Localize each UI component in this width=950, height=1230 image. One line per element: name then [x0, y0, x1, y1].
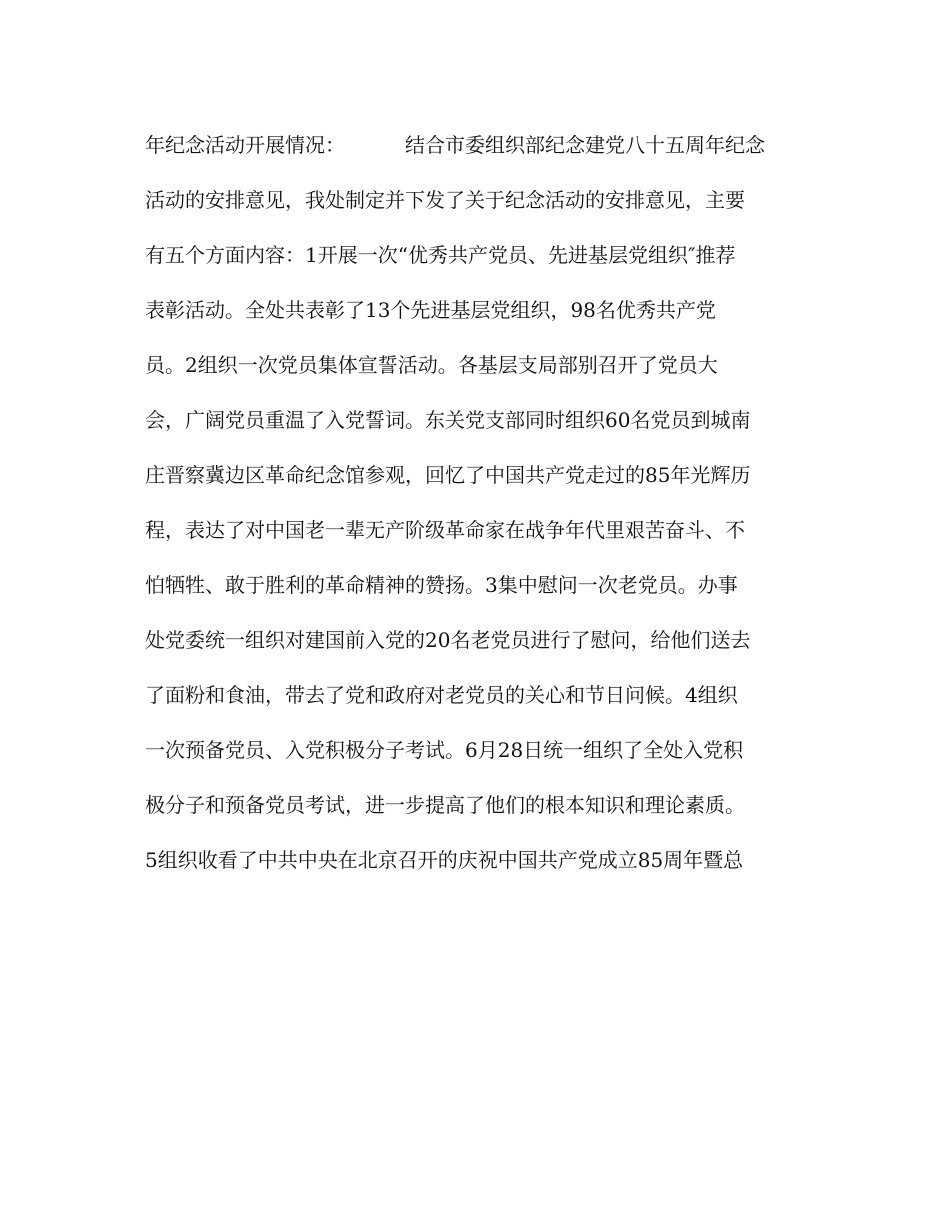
text-line-7: 庄晋察冀边区革命纪念馆参观，回忆了中国共产党走过的85年光辉历	[145, 463, 751, 487]
text-line-1-lead: 年纪念活动开展情况：	[145, 133, 345, 157]
text-line-1-rest: 结合市委组织部纪念建党八十五周年纪念	[405, 133, 765, 157]
body-text	[145, 118, 825, 888]
text-line-8: 程，表达了对中国老一辈无产阶级革命家在战争年代里艰苦奋斗、不	[145, 518, 745, 542]
text-line-4: 表彰活动。全处共表彰了13个先进基层党组织，98名优秀共产党	[145, 298, 716, 322]
text-line-14: 5组织收看了中共中央在北京召开的庆祝中国共产党成立85周年暨总	[145, 848, 744, 872]
text-line-11: 了面粉和食油，带去了党和政府对老党员的关心和节日问候。4组织	[145, 683, 738, 707]
text-line-13: 极分子和预备党员考试，进一步提高了他们的根本知识和理论素质。	[145, 793, 745, 817]
text-line-5: 员。2组织一次党员集体宣誓活动。各基层支局部别召开了党员大	[145, 353, 718, 377]
text-line-12: 一次预备党员、入党积极分子考试。6月28日统一组织了全处入党积	[145, 738, 744, 762]
text-line-6: 会，广阔党员重温了入党誓词。东关党支部同时组织60名党员到城南	[145, 408, 751, 432]
text-line-9: 怕牺牲、敢于胜利的革命精神的赞扬。3集中慰问一次老党员。办事	[145, 573, 738, 597]
text-line-1	[145, 118, 825, 173]
text-line-3: 有五个方面内容：1开展一次“优秀共产党员、先进基层党组织″推荐	[145, 243, 736, 267]
text-line-10: 处党委统一组织对建国前入党的20名老党员进行了慰问，给他们送去	[145, 628, 751, 652]
text-line-2: 活动的安排意见，我处制定并下发了关于纪念活动的安排意见，主要	[145, 188, 745, 212]
